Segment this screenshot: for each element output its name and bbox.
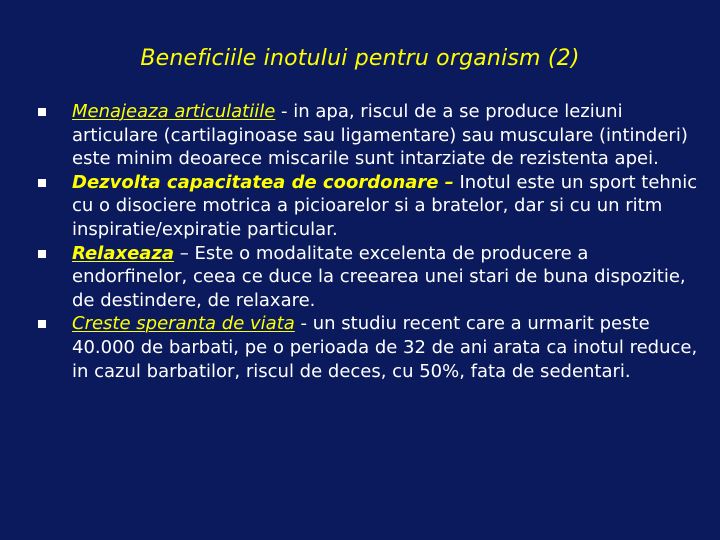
- bullet-term: Dezvolta capacitatea de coordonare –: [72, 171, 454, 193]
- bullet-item-coordination: [38, 171, 698, 242]
- square-bullet-icon: [38, 108, 46, 116]
- bullet-item-life-expectancy: [38, 312, 698, 383]
- bullet-text: Inotul este un sport tehnic cu o disociere motrica a picioarelor si a bratelor, dar si cu un ritm inspiratie/expiratie particular.: [72, 171, 698, 240]
- bullet-item-relaxation: [38, 242, 698, 313]
- slide-title: Beneficiile inotului pentru organism (2): [140, 46, 580, 71]
- bullet-text: - in apa, riscul de a se produce leziuni articulare (cartilaginoase sau ligamentare) sau musculare (intinderi) este minim deoarece miscarile sunt intarziate de rezistenta apei.: [72, 101, 688, 170]
- bullet-text: – Este o modalitate excelenta de producere a endorfinelor, ceea ce duce la creearea unei stari de buna dispozitie, de destindere, de relaxare.: [72, 242, 686, 311]
- square-bullet-icon: [38, 179, 46, 187]
- square-bullet-icon: [38, 320, 46, 328]
- bullet-term: Menajeaza articulatiile: [72, 101, 276, 122]
- bullet-item-articulations: [38, 100, 698, 171]
- bullet-term: Creste speranta de viata: [72, 313, 295, 335]
- square-bullet-icon: [38, 250, 46, 258]
- bullet-text: - un studiu recent care a urmarit peste 40.000 de barbati, pe o perioada de 32 de ani arata ca inotul reduce, in cazul barbatilor, riscul de deces, cu 50%, fata de sedentari.: [72, 313, 698, 382]
- bullet-term: Relaxeaza: [72, 242, 175, 264]
- bullet-list: [38, 100, 698, 383]
